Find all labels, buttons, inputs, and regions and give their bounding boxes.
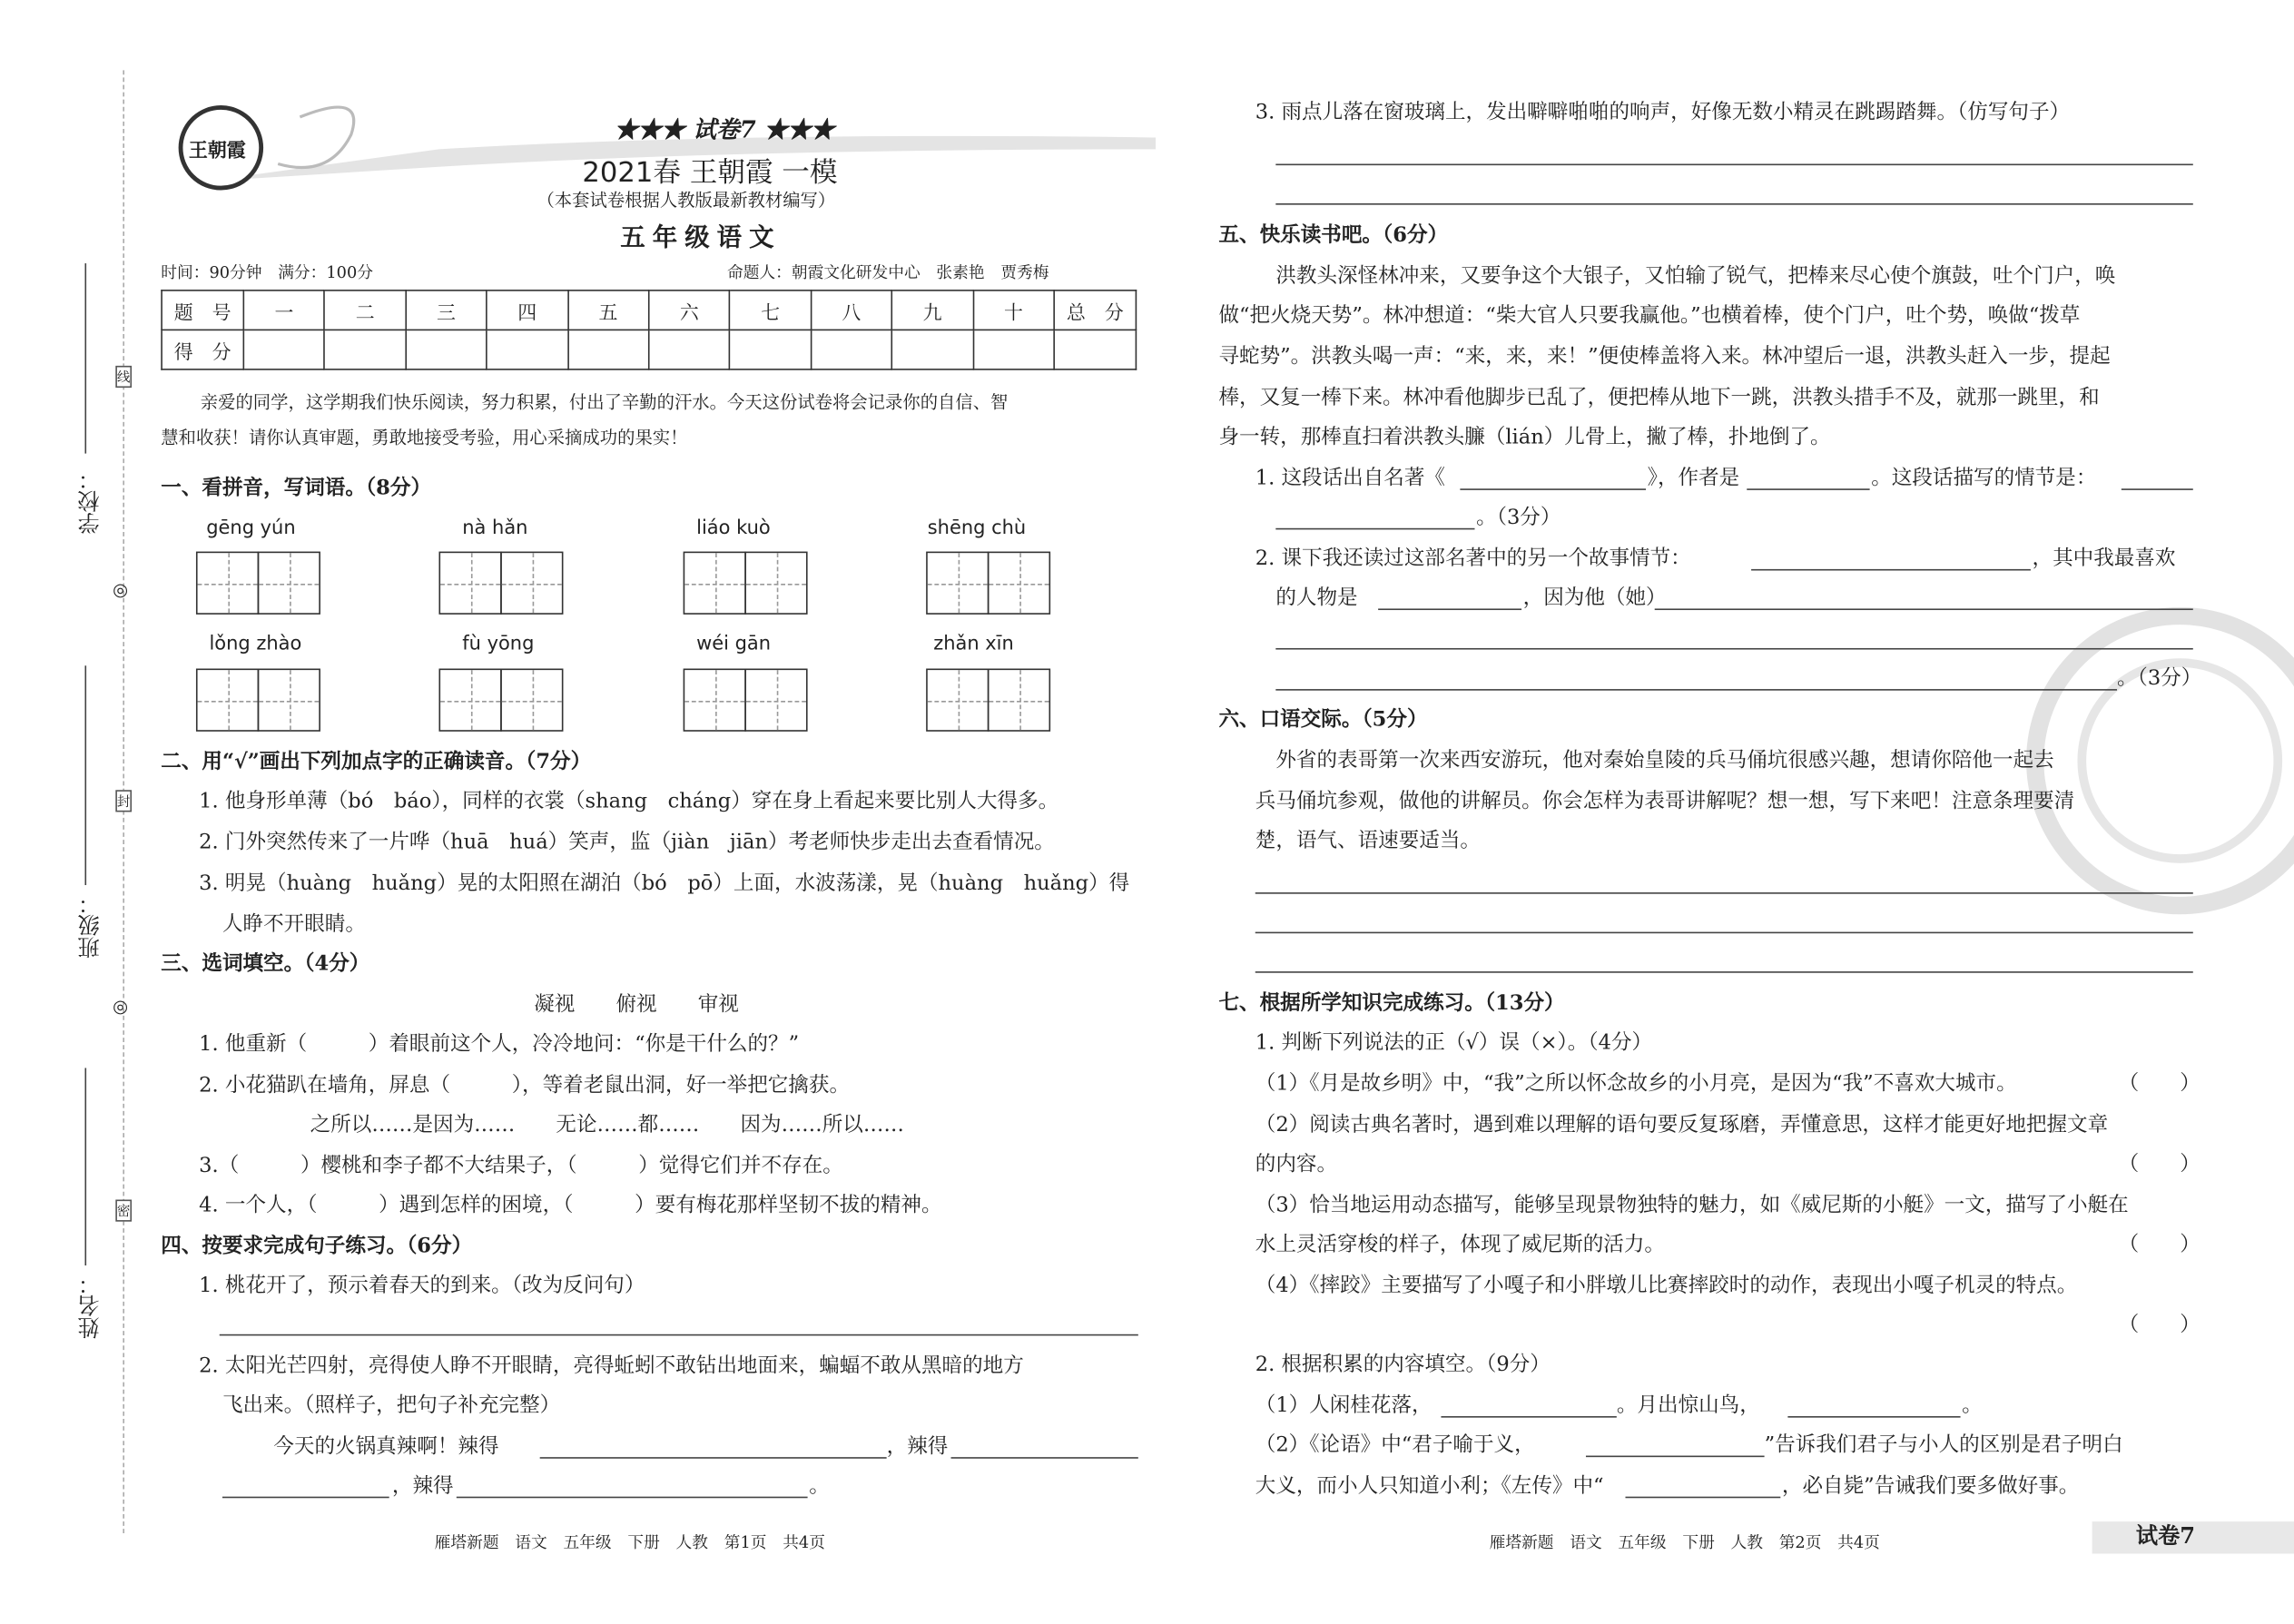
q5-a2: 2. 课下我还读过这部名著中的另一个故事情节：: [1255, 546, 1691, 571]
footer-badge: 试卷7: [2135, 1522, 2196, 1550]
subtitle: （本套试卷根据人教版最新教材编写）: [537, 190, 836, 212]
score-header-cell: 总 分: [1054, 290, 1136, 330]
score-header-cell: 八: [811, 290, 891, 330]
blank[interactable]: [951, 1457, 1138, 1459]
score-cell[interactable]: [567, 330, 648, 369]
blank[interactable]: [1460, 488, 1646, 490]
q7-fill: 。: [1962, 1393, 1983, 1418]
score-header-cell: 十: [973, 290, 1054, 330]
score-table: [161, 290, 1137, 370]
footer-right: 雁塔新题 语文 五年级 下册 人教 第2页 共4页: [1489, 1532, 1880, 1552]
q6-prompt: 外省的表哥第一次来西安游玩，他对秦始皇陵的兵马俑坑很感兴趣，想请你陪他一起去: [1275, 749, 2054, 773]
score-header-cell: 七: [730, 290, 811, 330]
q3-word-bank: 凝视 俯视 审视: [534, 993, 739, 1018]
q7-judge: 水上灵活穿梭的样子，体现了威尼斯的活力。: [1255, 1233, 1666, 1257]
q7-judge: （2）阅读古典名著时，遇到难以理解的语句要反复琢磨，弄懂意思，这样才能更好地把握文章: [1255, 1113, 2109, 1137]
blank[interactable]: [1625, 1497, 1780, 1499]
writing-grid[interactable]: [684, 552, 808, 615]
blank[interactable]: [1275, 528, 1474, 530]
q7-judge: 的内容。: [1255, 1152, 1338, 1176]
q4-line: ，辣得: [886, 1434, 949, 1459]
q4-line: ，辣得: [391, 1474, 454, 1499]
q7-judge: （1）《月是故乡明》中，“我”之所以怀念故乡的小月亮，是因为“我”不喜欢大城市。: [1255, 1072, 2017, 1097]
q2-line: 3. 明晃（huàng huǎng）晃的太阳照在湖泊（bó pō）上面，水波荡漾，晃（huàng huǎng）得: [199, 871, 1130, 896]
q5-a2: ，其中我最喜欢: [2032, 546, 2176, 571]
blank[interactable]: [1586, 1456, 1765, 1458]
score-cell[interactable]: [406, 330, 487, 369]
score-cell[interactable]: [325, 330, 406, 369]
score-header-cell: 四: [487, 290, 567, 330]
authors: 命题人：朝霞文化研发中心 张素艳 贾秀梅: [726, 263, 1049, 283]
paper-number: ★★★ 试卷7 ★★★: [614, 115, 835, 143]
class-field[interactable]: [84, 665, 86, 885]
writing-grid[interactable]: [684, 669, 808, 732]
seal-mark-seal: 封: [115, 790, 132, 812]
writing-grid[interactable]: [438, 669, 563, 732]
q3-line: 4. 一个人，（ ）遇到怎样的困境，（ ）要有梅花那样坚韧不拔的精神。: [199, 1194, 942, 1217]
q7-title: 七、根据所学知识完成练习。（13分）: [1218, 991, 1565, 1016]
q5-passage: 棒，又复一棒下来。林冲看他脚步已乱了，便把棒从地下一跳，洪教头措手不及，就那一跳里，和: [1218, 386, 2100, 410]
q7-judge: （3）恰当地运用动态描写，能够呈现景物独特的魅力，如《威尼斯的小艇》一文，描写了小艇在: [1255, 1194, 2129, 1217]
q1-title: 一、看拼音，写词语。（8分）: [161, 477, 432, 501]
q4-3-line: 3. 雨点儿落在窗玻璃上，发出噼噼啪啪的响声，好像无数小精灵在跳踢踏舞。（仿写句子）: [1255, 101, 2071, 124]
score-cell[interactable]: [487, 330, 567, 369]
pinyin: gēng yún: [206, 517, 296, 540]
q4-line: 1. 桃花开了，预示着春天的到来。（改为反问句）: [199, 1274, 645, 1298]
q5-a2: 。（3分）: [2116, 666, 2202, 691]
score-cell[interactable]: [1054, 330, 1136, 369]
blank[interactable]: [2122, 488, 2193, 490]
q3-line: 1. 他重新（ ）着眼前这个人，冷冷地问：“你是干什么的？”: [199, 1032, 800, 1057]
q5-a2: ，因为他（她）: [1522, 586, 1667, 611]
q6-prompt: 兵马俑坑参观，做他的讲解员。你会怎样为表哥讲解呢？想一想，写下来吧！注意条理要清: [1255, 790, 2075, 814]
blank[interactable]: [1655, 608, 2193, 610]
blank[interactable]: [222, 1497, 389, 1499]
judge-paren[interactable]: （ ）: [2118, 1072, 2200, 1097]
score-row-label: 得 分: [162, 330, 243, 369]
blank[interactable]: [1747, 488, 1869, 490]
q5-a1: 。（3分）: [1476, 506, 1561, 530]
answer-line[interactable]: [1275, 203, 2192, 205]
writing-grid[interactable]: [196, 552, 320, 615]
judge-paren[interactable]: （ ）: [2118, 1152, 2200, 1176]
answer-line[interactable]: [1275, 648, 2192, 650]
answer-line[interactable]: [220, 1334, 1138, 1336]
q2-title: 二、用“√”画出下列加点字的正确读音。（7分）: [161, 750, 592, 774]
writing-grid[interactable]: [926, 669, 1050, 732]
q7-fill: （1）人闲桂花落，: [1255, 1393, 1433, 1418]
score-cell[interactable]: [891, 330, 972, 369]
grade-title: 五年级语文: [620, 223, 782, 253]
score-header-cell: 五: [567, 290, 648, 330]
score-header-cell: 题 号: [162, 290, 243, 330]
q7-sub: 1. 判断下列说法的正（√）误（×）。（4分）: [1255, 1031, 1653, 1055]
score-cell[interactable]: [730, 330, 811, 369]
pinyin: lǒng zhào: [209, 633, 302, 655]
answer-line[interactable]: [1275, 689, 2117, 691]
q7-fill: 。月出惊山鸟，: [1616, 1393, 1760, 1418]
q3-title: 三、选词填空。（4分）: [161, 952, 370, 976]
ornament-icon: ◎: [113, 996, 128, 1018]
judge-paren[interactable]: （ ）: [2118, 1314, 2200, 1338]
q7-fill: 大义，而小人只知道小利；《左传》中“: [1255, 1474, 1604, 1499]
class-label: 班级：: [75, 892, 103, 959]
q3-word-bank: 之所以……是因为…… 无论……都…… 因为……所以……: [310, 1113, 904, 1137]
writing-grid[interactable]: [196, 669, 320, 732]
time-info: 时间：90分钟 满分：100分: [161, 263, 373, 283]
score-header-cell: 二: [325, 290, 406, 330]
q5-passage: 寻蛇势”。洪教头喝一声：“来，来，来！”便使棒盖将入来。林冲望后一退，洪教头赶入一步，提起: [1218, 345, 2111, 369]
ornament-icon: ◎: [113, 579, 128, 600]
q3-line: 3.（ ）樱桃和李子都不大结果子，（ ）觉得它们并不存在。: [199, 1154, 843, 1178]
seal-mark-secret: 密: [115, 1200, 132, 1222]
name-field[interactable]: [84, 1068, 86, 1265]
q7-fill: ”告诉我们君子与小人的区别是君子明白: [1764, 1433, 2123, 1458]
score-cell[interactable]: [649, 330, 730, 369]
school-label: 学校：: [75, 468, 103, 535]
blank[interactable]: [1378, 608, 1521, 610]
q2-line: 人睁不开眼睛。: [222, 912, 366, 937]
answer-line[interactable]: [1255, 892, 2193, 894]
q4-line: 今天的火锅真辣啊！辣得: [273, 1434, 499, 1459]
q5-a1: 1. 这段话出自名著《: [1255, 467, 1445, 490]
q3-line: 2. 小花猫趴在墙角，屏息（ ），等着老鼠出洞，好一举把它擒获。: [199, 1073, 851, 1097]
q4-line: 。: [809, 1474, 830, 1499]
pinyin: wéi gān: [696, 633, 772, 655]
seal-mark-line: 线: [115, 366, 132, 388]
q4-title: 四、按要求完成句子练习。（6分）: [161, 1235, 473, 1258]
blank[interactable]: [457, 1497, 808, 1499]
q4-line: 2. 太阳光芒四射，亮得使人睁不开眼睛，亮得蚯蚓不敢钻出地面来，蝙蝠不敢从黑暗的地方: [199, 1354, 1024, 1379]
q4-line: 飞出来。（照样子，把句子补充完整）: [222, 1393, 561, 1418]
writing-grid[interactable]: [438, 552, 563, 615]
q5-a1: 。这段话描写的情节是：: [1871, 467, 2097, 490]
main-title: 2021春 王朝霞 一模: [582, 156, 838, 189]
q7-fill: （2）《论语》中“君子喻于义，: [1255, 1433, 1535, 1458]
q5-a2: 的人物是: [1275, 586, 1358, 611]
blank[interactable]: [540, 1457, 887, 1459]
q5-a1: 》，作者是: [1647, 467, 1740, 490]
score-header-cell: 九: [891, 290, 972, 330]
q7-sub: 2. 根据积累的内容填空。（9分）: [1255, 1353, 1551, 1377]
score-header-cell: 一: [243, 290, 324, 330]
intro-line: 亲爱的同学，这学期我们快乐阅读，努力积累，付出了辛勤的汗水。今天这份试卷将会记录你的自信、智: [200, 391, 1009, 413]
score-cell[interactable]: [973, 330, 1054, 369]
intro-line: 慧和收获！请你认真审题，勇敢地接受考验，用心采摘成功的果实！: [161, 427, 688, 448]
score-cell[interactable]: [243, 330, 324, 369]
q7-fill: ，必自毙”告诫我们要多做好事。: [1781, 1474, 2080, 1499]
judge-paren[interactable]: （ ）: [2118, 1233, 2200, 1257]
blank[interactable]: [1751, 569, 2031, 571]
blank[interactable]: [1787, 1416, 1960, 1418]
q6-title: 六、口语交际。（5分）: [1218, 708, 1428, 732]
q5-passage: 洪教头深怪林冲来，又要争这个大银子，又怕输了锐气，把棒来尽心使个旗鼓，吐个门户，唤: [1275, 264, 2116, 289]
writing-grid[interactable]: [926, 552, 1050, 615]
logo-text: 王朝霞: [188, 140, 246, 162]
q7-judge: （4）《摔跤》主要描写了小嘎子和小胖墩儿比赛摔跤时的动作，表现出小嘎子机灵的特点。: [1255, 1274, 2078, 1298]
school-field[interactable]: [84, 263, 86, 454]
pinyin: liáo kuò: [696, 517, 771, 540]
score-header-cell: 三: [406, 290, 487, 330]
answer-line[interactable]: [1275, 163, 2192, 165]
pinyin: nà hǎn: [462, 517, 528, 540]
blank[interactable]: [1441, 1416, 1616, 1418]
footer-left: 雁塔新题 语文 五年级 下册 人教 第1页 共4页: [434, 1532, 825, 1552]
q5-title: 五、快乐读书吧。（6分）: [1218, 223, 1449, 248]
pinyin: fù yōng: [462, 633, 535, 655]
score-cell[interactable]: [811, 330, 891, 369]
q5-passage: 身一转，那棒直扫着洪教头臁（lián）儿骨上，撇了棒，扑地倒了。: [1218, 425, 1831, 449]
pinyin: zhǎn xīn: [933, 633, 1014, 655]
score-header-cell: 六: [649, 290, 730, 330]
q5-passage: 做“把火烧天势”。林冲想道：“柴大官人只要我赢他。”也横着棒，使个门户，吐个势，唤做“拨草: [1218, 304, 2081, 328]
answer-line[interactable]: [1255, 932, 2193, 934]
q2-line: 1. 他身形单薄（bó báo），同样的衣裳（shang cháng）穿在身上看起来要比别人大得多。: [199, 790, 1059, 814]
q6-prompt: 楚，语气、语速要适当。: [1255, 829, 1481, 853]
q2-line: 2. 门外突然传来了一片哗（huā huá）笑声，监（jiàn jiān）考老师快步走出去查看情况。: [199, 831, 1055, 855]
pinyin: shēng chù: [927, 517, 1027, 540]
name-label: 姓名：: [75, 1273, 103, 1339]
answer-line[interactable]: [1255, 971, 2193, 973]
